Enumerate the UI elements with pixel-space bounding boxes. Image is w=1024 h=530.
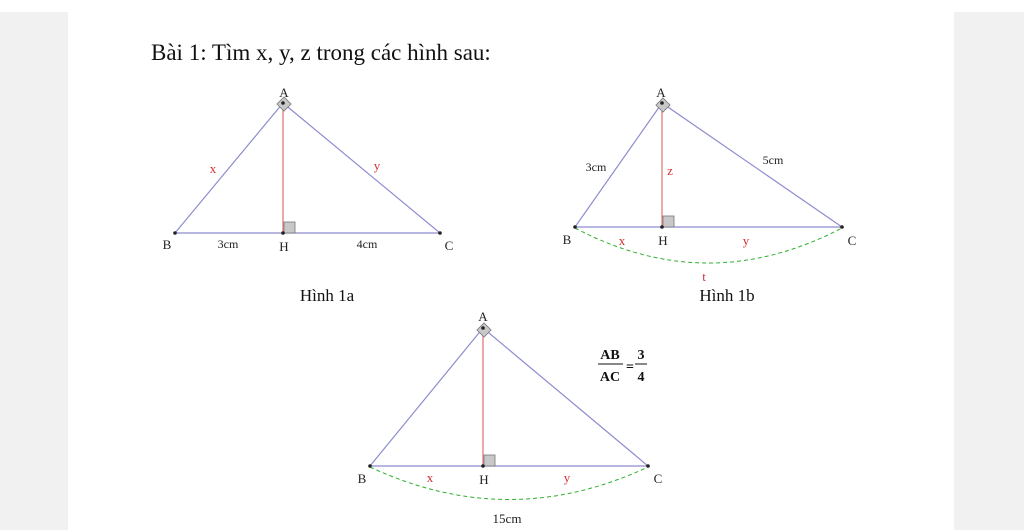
label-h: H xyxy=(279,239,289,254)
label-bc: t xyxy=(702,269,706,284)
ratio-denominator-right: 4 xyxy=(637,370,645,385)
label-b: B xyxy=(162,237,172,252)
ratio-denominator-left: AC xyxy=(599,370,621,385)
label-bh: x xyxy=(618,233,626,248)
point-b xyxy=(573,225,577,229)
label-c: C xyxy=(444,238,454,253)
label-hc: y xyxy=(563,470,571,485)
label-a: A xyxy=(656,85,666,100)
ratio-numerator-left: AB xyxy=(600,348,620,363)
point-c xyxy=(840,225,844,229)
point-a xyxy=(660,101,664,105)
label-side-ac: 5cm xyxy=(762,153,784,167)
right-angle-h-mark xyxy=(663,216,674,227)
arc-bc xyxy=(370,467,648,500)
point-b xyxy=(173,231,177,235)
figure-1a xyxy=(163,85,454,305)
point-h xyxy=(660,225,664,229)
right-angle-a-mark xyxy=(477,323,491,337)
point-c xyxy=(438,231,442,235)
label-bc: 15cm xyxy=(492,511,522,526)
label-side-ab: 3cm xyxy=(585,160,607,174)
label-side-ab: x xyxy=(209,161,217,176)
label-a: A xyxy=(279,85,289,100)
label-c: C xyxy=(653,471,663,486)
point-c xyxy=(646,464,650,468)
point-b xyxy=(368,464,372,468)
label-b: B xyxy=(357,471,367,486)
label-hc: 4cm xyxy=(356,237,378,251)
figure-1c xyxy=(358,309,663,526)
label-a: A xyxy=(478,309,488,324)
triangle-abc xyxy=(575,103,842,227)
right-angle-a-mark xyxy=(656,98,670,112)
label-h: H xyxy=(479,472,489,487)
point-h xyxy=(281,231,285,235)
ratio-formula xyxy=(598,348,647,385)
label-c: C xyxy=(847,233,857,248)
figure-1b xyxy=(563,85,857,305)
label-h: H xyxy=(658,233,668,248)
ratio-equals: = xyxy=(626,360,634,375)
arc-bc xyxy=(575,228,842,263)
exercise-title: Bài 1: Tìm x, y, z trong các hình sau: xyxy=(151,40,491,65)
caption-1a: Hình 1a xyxy=(299,286,355,305)
label-bh: x xyxy=(426,470,434,485)
right-angle-h-mark xyxy=(484,455,495,466)
ratio-numerator-right: 3 xyxy=(637,348,645,363)
label-side-ac: y xyxy=(373,158,381,173)
label-bh: 3cm xyxy=(217,237,239,251)
point-a xyxy=(281,101,285,105)
label-b: B xyxy=(562,232,572,247)
point-a xyxy=(481,326,485,330)
caption-1b: Hình 1b xyxy=(699,286,755,305)
point-h xyxy=(481,464,485,468)
label-hc: y xyxy=(742,233,750,248)
right-angle-h-mark xyxy=(284,222,295,233)
label-ah: z xyxy=(667,163,673,178)
